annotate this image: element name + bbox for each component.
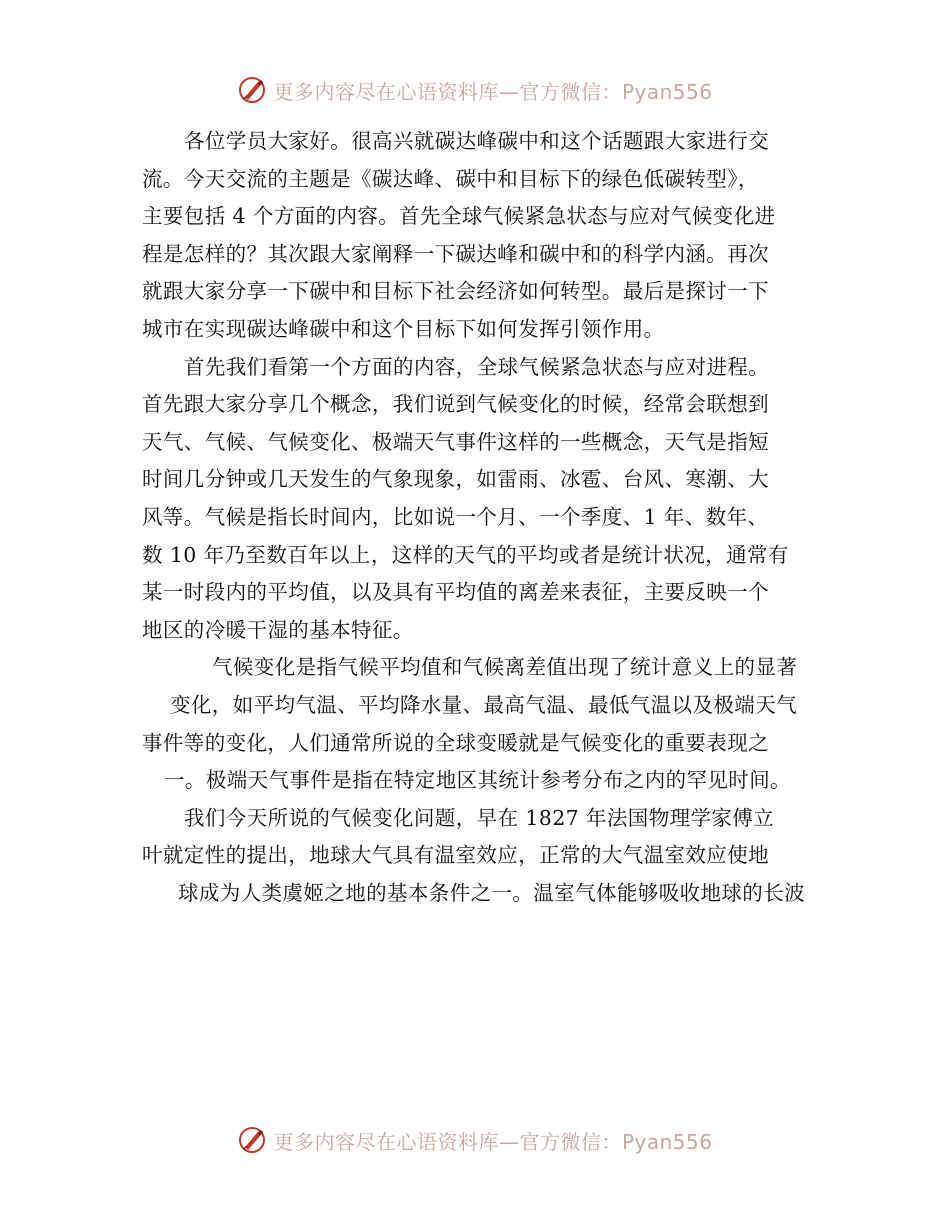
text-line: 时间几分钟或几天发生的气象现象，如雷雨、冰雹、台风、寒潮、大: [142, 467, 769, 492]
text-line: 某一时段内的平均值，以及具有平均值的离差来表征，主要反映一个: [142, 580, 769, 605]
text-line: 程是怎样的？其次跟大家阐释一下碳达峰和碳中和的科学内涵。再次: [142, 241, 769, 266]
text-line: 天气、气候、气候变化、极端天气事件这样的一些概念，天气是指短: [142, 429, 769, 454]
text-line: 风等。气候是指长时间内，比如说一个月、一个季度、1 年、数年、: [142, 504, 769, 529]
text-line: 我们今天所说的气候变化问题，早在 1827 年法国物理学家傅立: [184, 805, 775, 830]
text-line: 地区的冷暖干湿的基本特征。: [142, 617, 414, 642]
document-body: [142, 123, 805, 912]
text-line: 首先我们看第一个方面的内容，全球气候紧急状态与应对进程。: [184, 354, 770, 379]
footer-banner-text: 更多内容尽在心语资料库—官方微信：Pyan556: [273, 1129, 713, 1154]
text-line: 事件等的变化，人们通常所说的全球变暖就是气候变化的重要表现之: [142, 730, 769, 755]
text-line: 变化，如平均气温、平均降水量、最高气温、最低气温以及极端天气: [170, 692, 797, 717]
text-line: 就跟大家分享一下碳中和目标下社会经济如何转型。最后是探讨一下: [142, 279, 769, 304]
footer-banner: [0, 1120, 950, 1160]
header-banner: [0, 70, 950, 110]
text-line: 流。今天交流的主题是《碳达峰、碳中和目标下的绿色低碳转型》，: [142, 166, 759, 191]
text-line: 叶就定性的提出，地球大气具有温室效应，正常的大气温室效应使地: [142, 843, 769, 868]
text-line: 各位学员大家好。很高兴就碳达峰碳中和这个话题跟大家进行交: [184, 129, 770, 153]
text-line: 气候变化是指气候平均值和气候离差值出现了统计意义上的显著: [212, 655, 798, 680]
text-line: 主要包括 4 个方面的内容。首先全球气候紧急状态与应对气候变化进: [142, 204, 776, 229]
text-line: 球成为人类虞姬之地的基本条件之一。温室气体能够吸收地球的长波: [178, 880, 805, 905]
text-line: 城市在实现碳达峰碳中和这个目标下如何发挥引领作用。: [142, 316, 665, 341]
pen-nib-logo-icon: [237, 75, 267, 105]
text-line: 首先跟大家分享几个概念，我们说到气候变化的时候，经常会联想到: [142, 392, 769, 417]
header-banner-text: 更多内容尽在心语资料库—官方微信：Pyan556: [273, 79, 713, 104]
text-line: 一。极端天气事件是指在特定地区其统计参考分布之内的罕见时间。: [164, 768, 791, 793]
pen-nib-logo-icon: [237, 1125, 267, 1155]
text-line: 数 10 年乃至数百年以上，这样的天气的平均或者是统计状况，通常有: [142, 542, 789, 567]
